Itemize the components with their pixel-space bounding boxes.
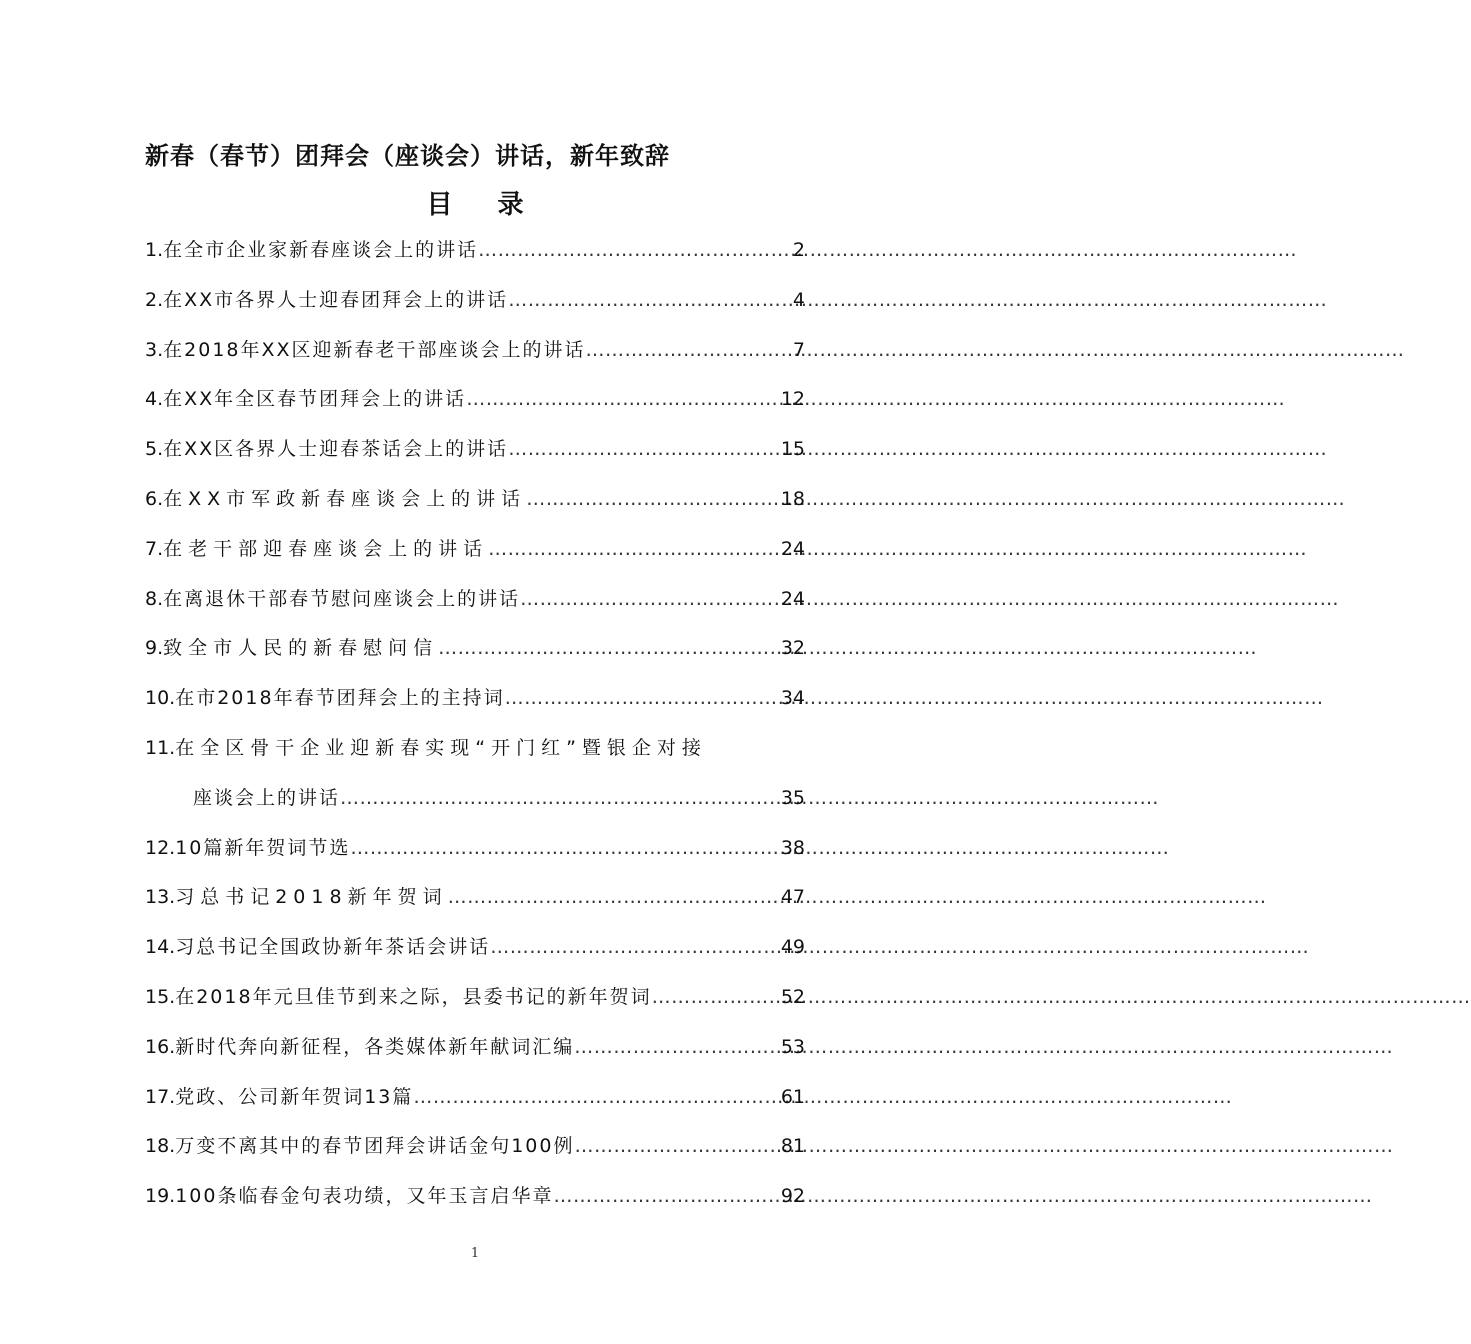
toc-entry-title: 在XX区各界人士迎春茶话会上的讲话: [163, 438, 509, 461]
toc-entry-13[interactable]: [145, 880, 805, 930]
toc-entry-page: 47: [780, 886, 805, 909]
toc-entry-title: 在全市企业家新春座谈会上的讲话: [163, 239, 479, 261]
toc-entry-title: 100条临春金句表功绩，又年玉言启华章: [175, 1185, 554, 1208]
toc-dot-leader: [508, 283, 791, 317]
toc-entry-page: 2: [792, 239, 805, 261]
toc-entry-number: 5.: [145, 438, 164, 461]
toc-entry-number: 18.: [145, 1135, 176, 1158]
toc-dot-leader: [478, 233, 791, 267]
toc-entry-page: 53: [780, 1035, 805, 1058]
toc-entry-title: 在市2018年春节团拜会上的主持词: [175, 687, 505, 710]
toc-entry-page: 24: [780, 587, 805, 610]
toc-entry-title: 在XX市军政新春座谈会上的讲话: [163, 487, 527, 510]
toc-entry-7[interactable]: [145, 532, 805, 582]
toc-entry-number: 14.: [145, 936, 176, 959]
toc-entry-page: 49: [780, 936, 805, 959]
toc-entry-number: 9.: [145, 637, 164, 660]
toc-entry-title: 在XX市各界人士迎春团拜会上的讲话: [163, 288, 509, 311]
toc-dot-leader: [466, 382, 779, 416]
toc-dot-leader: [438, 631, 779, 665]
toc-entry-page: 18: [780, 487, 805, 510]
toc-entry-page: 92: [780, 1185, 805, 1208]
toc-entry-page: 61: [780, 1085, 805, 1108]
toc-entry-title: 致全市人民的新春慰问信: [163, 637, 439, 660]
toc-entry-17[interactable]: [145, 1080, 805, 1130]
toc-entry-page: 38: [780, 836, 805, 859]
toc-entry-number: 13.: [145, 886, 176, 909]
toc-entry-title: 10篇新年贺词节选: [175, 836, 351, 859]
document-title: 新春（春节）团拜会（座谈会）讲话，新年致辞: [145, 142, 670, 170]
toc-entry-number: 7.: [145, 537, 164, 560]
toc-dot-leader: [505, 681, 779, 715]
toc-entry-9[interactable]: [145, 631, 805, 681]
toc-entry-5[interactable]: [145, 432, 805, 482]
toc-entry-6[interactable]: [145, 482, 805, 532]
toc-entry-number: 12.: [145, 836, 176, 859]
toc-entry-number: 11.: [145, 736, 176, 759]
toc-entry-11-continuation[interactable]: [145, 781, 805, 831]
toc-entry-page: 32: [780, 637, 805, 660]
toc-entry-number: 4.: [145, 388, 164, 411]
toc-dot-leader: [526, 482, 779, 516]
toc-entry-3[interactable]: [145, 333, 805, 383]
toc-entry-title: 万变不离其中的春节团拜会讲话金句100例: [175, 1135, 575, 1158]
toc-entry-8[interactable]: [145, 582, 805, 632]
toc-dot-leader: [508, 432, 779, 466]
toc-dot-leader: [448, 880, 779, 914]
toc-dot-leader: [488, 532, 779, 566]
toc-entry-number: 15.: [145, 985, 176, 1008]
toc-entry-title: 习总书记全国政协新年茶话会讲话: [175, 936, 491, 959]
toc-entry-page: 15: [780, 438, 805, 461]
toc-entry-19[interactable]: [145, 1179, 805, 1229]
toc-entry-title-continuation: 座谈会上的讲话: [193, 786, 341, 809]
toc-entry-12[interactable]: [145, 831, 805, 881]
toc-entry-page: 24: [780, 537, 805, 560]
toc-entry-number: 8.: [145, 587, 164, 610]
toc-entry-title: 在老干部迎春座谈会上的讲话: [163, 537, 489, 560]
toc-entry-number: 6.: [145, 487, 164, 510]
toc-entry-16[interactable]: [145, 1030, 805, 1080]
toc-entry-number: 10.: [145, 687, 176, 710]
toc-entry-title: 新时代奔向新征程，各类媒体新年献词汇编: [175, 1035, 575, 1058]
toc-entry-title: 习总书记2018新年贺词: [175, 886, 448, 909]
toc-entry-18[interactable]: [145, 1129, 805, 1179]
toc-entry-11[interactable]: [145, 731, 805, 781]
toc-heading: 目 录: [426, 190, 542, 220]
toc-entry-10[interactable]: [145, 681, 805, 731]
toc-entry-number: 16.: [145, 1035, 176, 1058]
toc-entry-page: 34: [780, 687, 805, 710]
toc-entry-page: 7: [792, 338, 805, 361]
toc-entry-title: 在离退休干部春节慰问座谈会上的讲话: [163, 587, 521, 610]
table-of-contents: [145, 233, 805, 1229]
toc-dot-leader: [520, 582, 779, 616]
toc-entry-title: 在2018年元旦佳节到来之际，县委书记的新年贺词: [175, 985, 652, 1008]
toc-entry-4[interactable]: [145, 382, 805, 432]
toc-dot-leader: [490, 930, 779, 964]
toc-dot-leader: [413, 1080, 778, 1114]
toc-dot-leader: [340, 781, 779, 815]
toc-entry-number: 3.: [145, 338, 164, 361]
page-number: 1: [470, 1246, 480, 1261]
toc-entry-page: 81: [780, 1135, 805, 1158]
toc-entry-number: 17.: [145, 1085, 176, 1108]
toc-entry-title: 在2018年XX区迎新春老干部座谈会上的讲话: [163, 338, 586, 361]
toc-dot-leader: [350, 831, 778, 865]
toc-dot-leader: [575, 1129, 779, 1163]
toc-entry-15[interactable]: [145, 980, 805, 1030]
toc-dot-leader: [652, 980, 779, 1014]
toc-entry-14[interactable]: [145, 930, 805, 980]
toc-entry-page: 12: [780, 388, 805, 411]
toc-entry-title: 在XX年全区春节团拜会上的讲话: [163, 388, 467, 411]
toc-entry-number: 1.: [145, 239, 164, 261]
toc-dot-leader: [554, 1179, 779, 1213]
toc-entry-1[interactable]: [145, 233, 805, 283]
toc-entry-title: 党政、公司新年贺词13篇: [175, 1085, 414, 1108]
toc-entry-title: 在全区骨干企业迎新春实现“开门红”暨银企对接: [175, 736, 707, 759]
toc-entry-page: 52: [780, 985, 805, 1008]
toc-entry-number: 2.: [145, 288, 164, 311]
toc-dot-leader: [574, 1030, 779, 1064]
toc-entry-2[interactable]: [145, 283, 805, 333]
toc-entry-page: 4: [792, 288, 805, 311]
toc-dot-leader: [586, 333, 791, 367]
toc-entry-number: 19.: [145, 1185, 176, 1208]
toc-entry-page: 35: [780, 786, 805, 809]
